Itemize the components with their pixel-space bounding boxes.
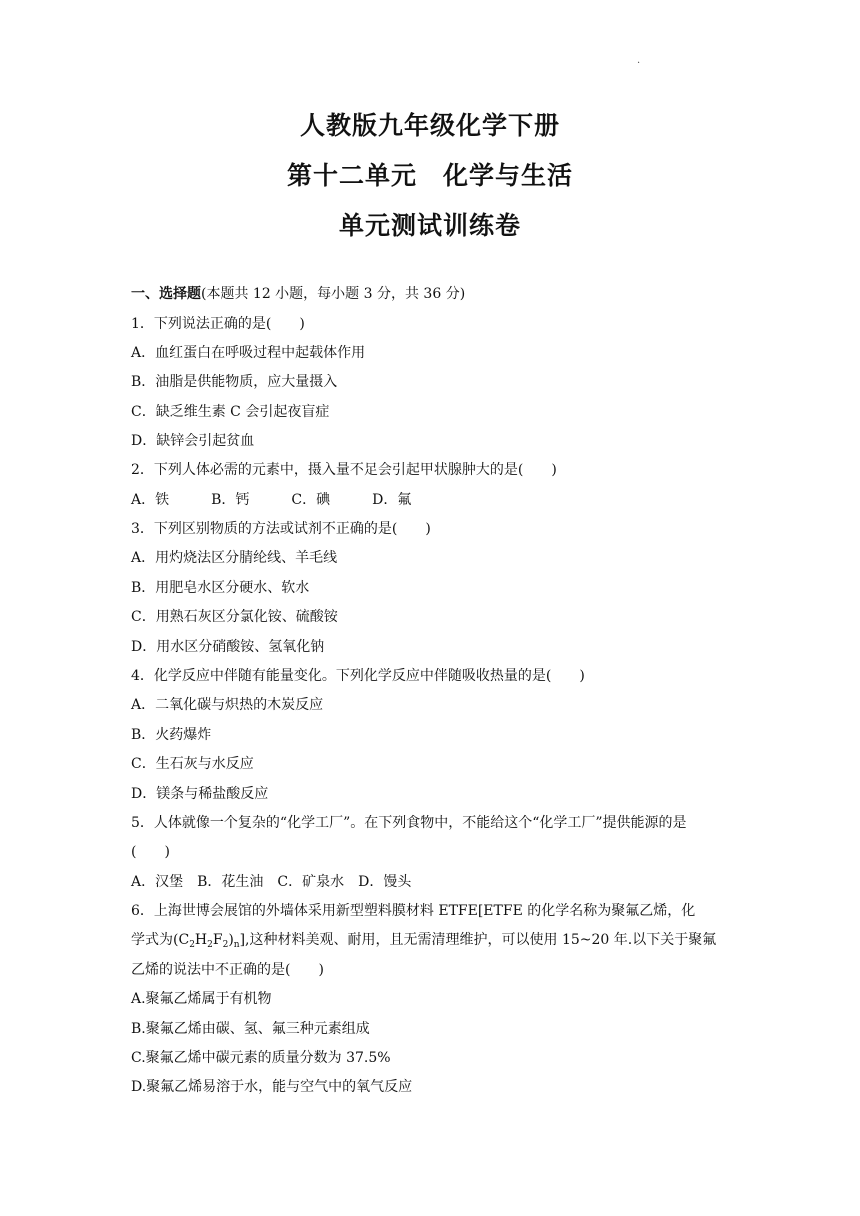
section-heading: [131, 283, 465, 303]
option-line: C．缺乏维生素 C 会引起夜盲症: [131, 404, 330, 420]
question-line: 1．下列说法正确的是( ): [131, 316, 305, 332]
option-line: D.聚氟乙烯易溶于水，能与空气中的氧气反应: [131, 1079, 413, 1095]
question-line: 乙烯的说法中不正确的是( ): [131, 962, 324, 978]
question-line: 6．上海世博会展馆的外墙体采用新型塑料膜材料 ETFE[ETFE 的化学名称为聚氟乙烯，化: [131, 903, 696, 919]
option-line: D．用水区分硝酸铵、氢氧化钠: [131, 639, 325, 655]
question-line: 学式为$(C_2H_2F_2)_n$],这种材料美观、耐用，且无需清理维护，可以使用 15~20 年.以下关于聚氟: [131, 932, 717, 950]
question-line: 2．下列人体必需的元素中，摄入量不足会引起甲状腺肿大的是( ): [131, 462, 557, 478]
option-line: C．用熟石灰区分氯化铵、硫酸铵: [131, 609, 338, 625]
option-line: B．火药爆炸: [131, 727, 212, 743]
title-line-1: 人教版九年级化学下册: [299, 111, 560, 140]
option-line: A.聚氟乙烯属于有机物: [131, 991, 272, 1007]
option-line: B．油脂是供能物质，应大量摄入: [131, 374, 338, 390]
option-line: B.聚氟乙烯由碳、氢、氟三种元素组成: [131, 1021, 370, 1037]
title-line-3: 单元测试训练卷: [338, 211, 521, 240]
question-line: ( ): [131, 844, 170, 860]
page-mark: ·: [637, 58, 641, 69]
option-line: D．缺锌会引起贫血: [131, 433, 255, 449]
title-line-2: 第十二单元 化学与生活: [286, 161, 573, 190]
option-line: A．铁 B．钙 C．碘 D．氟: [131, 492, 412, 508]
option-line: A．血红蛋白在呼吸过程中起载体作用: [131, 345, 366, 361]
option-line: B．用肥皂水区分硬水、软水: [131, 580, 310, 596]
question-line: 3．下列区别物质的方法或试剂不正确的是( ): [131, 521, 431, 537]
section-label: 一、选择题: [131, 286, 201, 302]
option-line: D．镁条与稀盐酸反应: [131, 786, 269, 802]
option-line: A．二氧化碳与炽热的木炭反应: [131, 697, 324, 713]
section-description: (本题共 12 小题，每小题 3 分，共 36 分): [201, 286, 466, 302]
question-line: 4．化学反应中伴随有能量变化。下列化学反应中伴随吸收热量的是( ): [131, 668, 585, 684]
option-line: C．生石灰与水反应: [131, 756, 254, 772]
option-line: A．汉堡 B．花生油 C．矿泉水 D．馒头: [131, 874, 412, 890]
option-line: C.聚氟乙烯中碳元素的质量分数为 37.5%: [131, 1050, 391, 1066]
option-line: A．用灼烧法区分腈纶线、羊毛线: [131, 550, 338, 566]
question-line: 5．人体就像一个复杂的“化学工厂”。在下列食物中，不能给这个“化学工厂”提供能源的是: [131, 815, 687, 831]
